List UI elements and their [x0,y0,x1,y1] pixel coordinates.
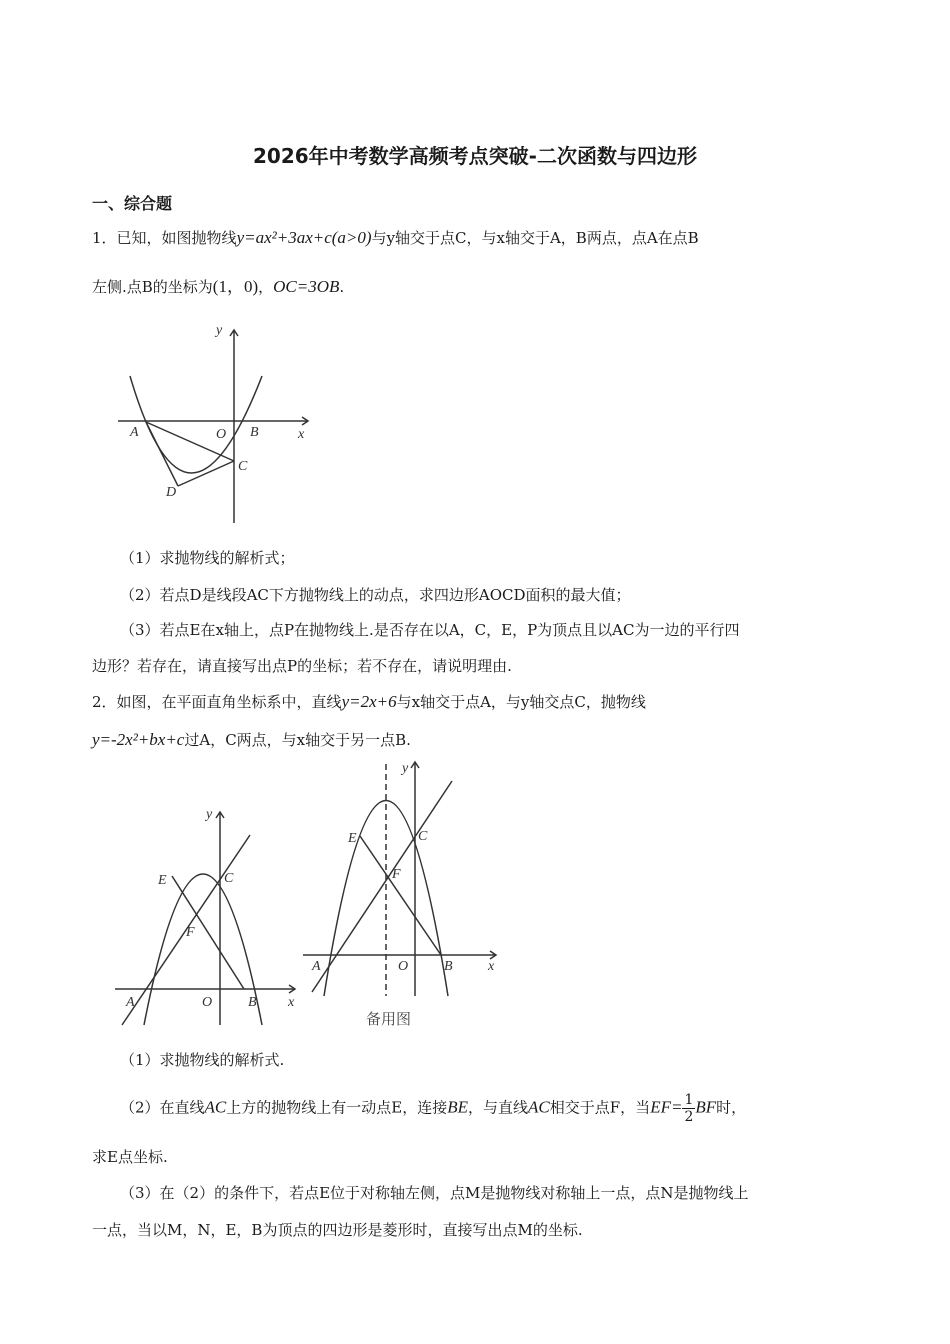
section-heading: 一、综合题 [92,194,173,213]
q1-sub3-line1: （3）若点E在x轴上，点P在抛物线上.是否存在以A，C，E，P为顶点且以AC为一边的平行四 [120,621,740,639]
q2-line-eq: y=2x+6 [341,692,397,711]
q2-sub2-e: 时， [716,1098,747,1117]
q1-label-a: A [130,425,139,440]
q1-label-c: C [238,459,248,474]
q2-main-segment-be [172,876,244,989]
q2-backup-label-x: x [488,959,495,974]
q1-sub3-line2: 边形？若存在，请直接写出点P的坐标；若不存在，请说明理由. [92,657,512,675]
q2-backup-label-o: O [398,959,409,974]
q1-relation: OC=3OB [273,277,340,296]
q2-sub2-ac-2: AC [528,1097,550,1117]
q2-intro-a: 如图，在平面直角坐标系中，直线 [116,693,342,711]
q1-segment-ad [146,422,178,486]
q1-formula: y=ax²+3ax+c(a>0) [236,228,372,247]
q2-sub2-b: 上方的抛物线上有一动点E，连接 [226,1098,448,1117]
q2-sub2-bf: BF [695,1097,717,1117]
q1-line2 [92,277,344,297]
q2-sub3-line2: 一点，当以M，N，E，B为顶点的四边形是菱形时，直接写出点M的坐标. [92,1221,583,1239]
q2-sub2-line2: 求E点坐标. [92,1148,168,1166]
q2-main-label-c: C [224,871,234,886]
q1-label-y: y [216,323,223,338]
q1-line2-text: 左侧.点B的坐标为 [92,278,213,296]
q2-intro-c: 过A，C两点，与x轴交于另一点B. [184,731,411,749]
q2-main-label-f: F [186,925,195,940]
q2-figure-main [110,800,310,1030]
q2-sub2-d: 相交于点F，当 [549,1098,651,1117]
q2-sub2-a: （2）在直线 [120,1098,205,1117]
q2-sub2-line1 [120,1092,746,1125]
q1-label-x: x [298,427,305,442]
page-title: 2026年中考数学高频考点突破-二次函数与四边形 [253,144,697,168]
q2-sub1: （1）求抛物线的解析式. [120,1051,285,1069]
q2-main-label-a: A [126,995,135,1010]
q1-line1 [92,228,699,248]
q2-backup-line-ac [312,781,452,992]
q1-number: 1． [92,229,117,247]
q1-figure [110,318,320,528]
q1-intro-b: 与y轴交于点C，与x轴交于A，B两点，点A在点B [371,229,699,247]
q1-intro-a: 已知，如图抛物线 [116,229,237,247]
q1-point-b: (1，0) [212,277,259,296]
q2-frac-den: 2 [684,1109,694,1125]
q2-parabola-eq: y=-2x²+bx+c [92,730,185,749]
q2-sub2-ef: EF= [650,1097,683,1117]
q1-sub2: （2）若点D是线段AC下方抛物线上的动点，求四边形AOCD面积的最大值； [120,586,631,604]
q1-sub1: （1）求抛物线的解析式； [120,549,295,567]
q1-end: . [339,278,345,296]
q2-backup-caption: 备用图 [366,1010,412,1028]
q2-main-label-o: O [202,995,213,1010]
q2-backup-label-e: E [348,831,357,846]
q2-backup-label-c: C [418,829,428,844]
q2-backup-label-y: y [402,761,409,776]
q2-backup-label-a: A [312,959,321,974]
q1-sep: ， [258,278,274,296]
q2-line1 [92,692,646,712]
q2-backup-label-b: B [444,959,453,974]
q2-frac-num: 1 [684,1092,694,1108]
q2-sub2-ac: AC [204,1097,227,1117]
q1-segment-dc [178,461,234,486]
q2-main-label-e: E [158,873,167,888]
q1-label-b: B [250,425,259,440]
q1-label-d: D [166,485,177,500]
q2-sub2-be: BE [447,1097,469,1117]
q2-sub3-line1: （3）在（2）的条件下，若点E位于对称轴左侧，点M是抛物线对称轴上一点，点N是抛物线上 [120,1184,749,1202]
q2-main-label-y: y [206,807,213,822]
q2-figure-backup [298,756,508,1036]
q2-sub2-c: ，与直线 [468,1098,529,1117]
q2-backup-label-f: F [392,867,401,882]
q2-main-label-b: B [248,995,257,1010]
q2-main-label-x: x [288,995,295,1010]
q2-number: 2． [92,693,117,711]
q2-line2 [92,730,411,750]
q1-label-o: O [216,427,227,442]
q2-intro-b: 与x轴交于点A，与y轴交点C，抛物线 [396,693,646,711]
q2-sub2-fraction [682,1092,695,1125]
